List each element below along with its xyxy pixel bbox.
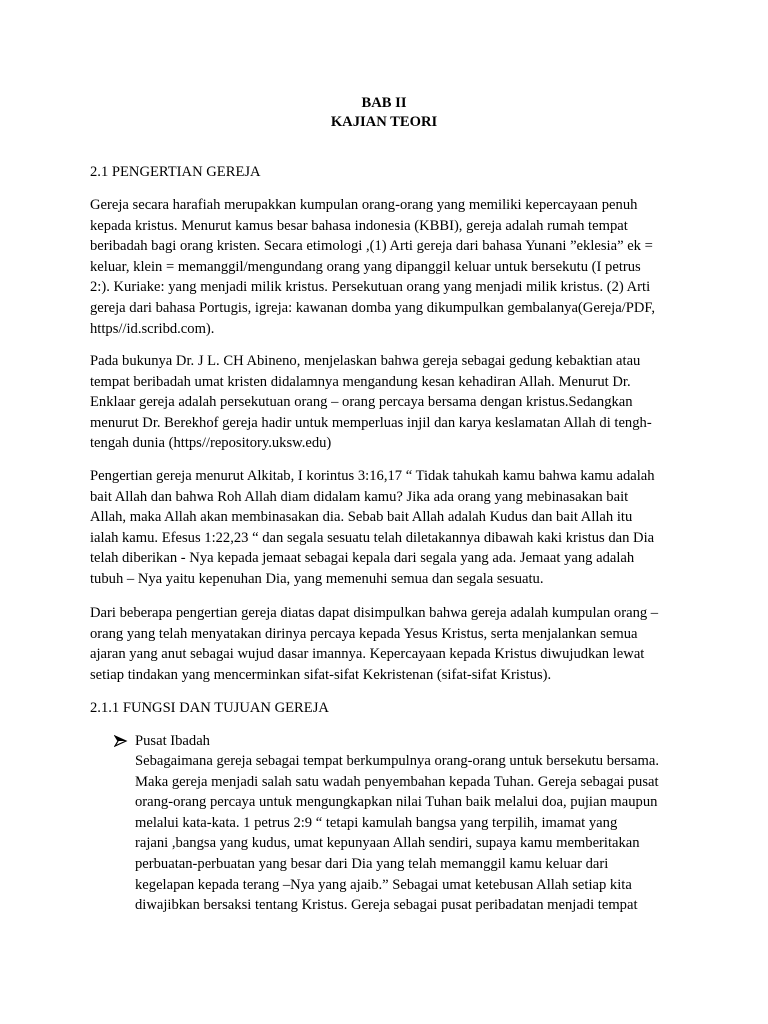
text-line: menurut Dr. Berekhof gereja hadir untuk memperluas injil dan karya keslamatan Allah di tengh- xyxy=(90,414,652,431)
text-line: kepada kristus. Menurut kamus besar bahasa indonesia (KBBI), gereja adalah rumah tempat xyxy=(90,217,628,234)
text-line: Enklaar gereja adalah persekutuan orang – orang percaya bersama dengan kristus.Sedangkan xyxy=(90,394,633,411)
section-heading-fungsi: 2.1.1 FUNGSI DAN TUJUAN GEREJA xyxy=(90,700,329,716)
paragraph-definition xyxy=(90,195,682,339)
paragraph-abineno xyxy=(90,351,682,454)
text-line: rajani ,bangsa yang kudus, umat kepunyaan Allah sendiri, supaya kamu memberitakan xyxy=(135,835,640,852)
text-line: orang yang telah menyatakan dirinya percaya kepada Yesus Kristus, serta menjalankan semua xyxy=(90,625,638,642)
text-line: tubuh – Nya yaitu kepenuhan Dia, yang memenuhi semua dan segala sesuatu. xyxy=(90,570,544,587)
text-line: 2:). Kuriake: yang menjadi milik kristus. Persekutuan orang yang menjadi milik kristus. (2) Arti xyxy=(90,279,651,296)
text-line: diwajibkan bersaksi tentang Kristus. Gereja sebagai pusat peribadatan menjadi tempat xyxy=(135,897,638,914)
paragraph-conclusion xyxy=(90,603,682,685)
text-line: Dari beberapa pengertian gereja diatas dapat disimpulkan bahwa gereja adalah kumpulan orang – xyxy=(90,605,659,621)
text-line: tempat beribadah umat kristen didalamnya mengandung kesan kehadiran Allah. Menurut Dr. xyxy=(90,373,631,390)
text-line: gereja dari bahasa Portugis, igreja: kawanan domba yang dikumpulkan gembalanya(Gereja/PDF, xyxy=(90,299,655,316)
text-line: https//id.scribd.com). xyxy=(90,320,215,337)
section-heading-pengertian: 2.1 PENGERTIAN GEREJA xyxy=(90,164,261,180)
text-line: telah diberikan - Nya kepada jemaat sebagai kepala dari segala yang ada. Jemaat yang adalah xyxy=(90,550,635,567)
text-line: bait Allah dan bahwa Roh Allah diam didalam kamu? Jika ada orang yang mebinasakan bait xyxy=(90,488,629,505)
bullet-body-text xyxy=(135,751,695,916)
text-line: Pengertian gereja menurut Alkitab, I korintus 3:16,17 “ Tidak tahukah kamu bahwa kamu adalah xyxy=(90,468,655,484)
text-line: tengah dunia (https//repository.uksw.edu) xyxy=(90,435,332,452)
text-line: kegelapan kepada terang –Nya yang ajaib.” Sebagai umat ketebusan Allah setiap kita xyxy=(135,876,632,893)
text-line: keluar, klein = memanggil/mengundang orang yang dipanggil keluar untuk bersekutu (I petrus xyxy=(90,258,641,275)
text-line: perbuatan-perbuatan yang besar dari Dia yang telah memanggil kamu keluar dari xyxy=(135,855,609,872)
text-line: beribadah bagi orang kristen. Secara etimologi ,(1) Arti gereja dari bahasa Yunani ”eklesia” ek = xyxy=(90,238,653,255)
paragraph-alkitab xyxy=(90,466,682,590)
chapter-number: BAB II xyxy=(361,95,407,111)
text-line: setiap tindakan yang mencerminkan sifat-sifat Kekristenan (sifat-sifat Kristus). xyxy=(90,666,552,683)
text-line: ialah kamu. Efesus 1:22,23 “ dan segala sesuatu telah diletakannya dibawah kaki kristus dan Dia xyxy=(90,529,655,546)
text-line: Maka gereja menjadi salah satu wadah penyembahan kepada Tuhan. Gereja sebagai pusat xyxy=(135,773,659,790)
text-line: Pada bukunya Dr. J L. CH Abineno, menjelaskan bahwa gereja sebagai gedung kebaktian atau xyxy=(90,353,641,369)
bullet-title: Pusat Ibadah xyxy=(135,733,210,749)
text-line: Allah, maka Allah akan membinasakan dia. Sebab bait Allah adalah Kudus dan bait Allah itu xyxy=(90,509,633,526)
text-line: Gereja secara harafiah merupakkan kumpulan orang-orang yang memiliki kepercayaan penuh xyxy=(90,197,638,213)
text-line: ajaran yang anut sebagai wujud dasar imannya. Kepercayaan kepada Kristus diwujudkan lewat xyxy=(90,646,645,663)
text-line: orang-orang percaya untuk mengungkapkan nilai Tuhan baik melalui doa, pujian maupun xyxy=(135,794,658,811)
chapter-title: KAJIAN TEORI xyxy=(330,114,438,130)
arrowhead-bullet-icon xyxy=(114,731,128,751)
text-line: melalui kata-kata. 1 petrus 2:9 “ tetapi kamulah bangsa yang terpilih, imamat yang xyxy=(135,814,618,831)
text-line: Sebagaimana gereja sebagai tempat berkumpulnya orang-orang untuk bersekutu bersama. xyxy=(135,753,659,769)
